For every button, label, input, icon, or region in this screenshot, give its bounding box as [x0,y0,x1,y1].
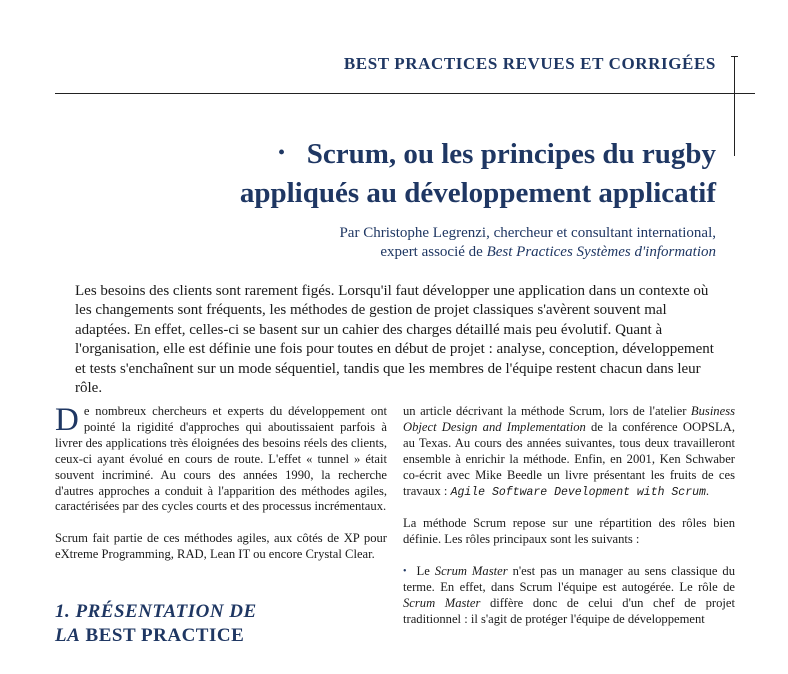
right-p3-role-1: Scrum Master [434,564,508,579]
left-paragraph-2: Scrum fait partie de ces méthodes agiles, aux côtés de XP pour eXtreme Programming, RAD, Lean IT ou encore Crystal Clear. [55,531,387,562]
section-heading [55,600,385,648]
right-p3-role-2: Scrum Master [403,596,481,611]
title-line-1: Scrum, ou les principes du rugby [306,138,716,170]
section-title: BEST PRACTICES REVUES ET CORRIGÉES [343,54,716,73]
title-line-2: appliqués au développement applicatif [239,177,716,209]
right-p1-b: de la conférence OOPSLA, au Texas. Au cours des années suivantes, tous deux travailleront ensemble à enrichir la méthode. Enfin, en 2001, Ken Schwaber co-écrit avec Mike Beedle un livre présentant les fruits de ces travaux : [403,419,735,498]
heading-line-1 [55,600,385,624]
byline-publication: Best Practices Systèmes d'information [486,244,716,260]
title-bullet: • [278,142,285,162]
right-p1-a: un article décrivant la méthode Scrum, lors de l'atelier [403,404,691,418]
right-p3-c: diffère donc de celui d'un chef de projet traditionnel : il s'agit de protéger l'équipe de développement [403,596,735,626]
right-p1-book-title: Agile Software Development with Scrum [450,485,706,499]
right-paragraph-3 [403,564,735,628]
right-p3-a: Le [416,564,435,579]
right-p3-b: n'est pas un manager au sens classique du terme. En effet, dans Scrum l'équipe est autogérée. Le rôle de [403,564,735,595]
heading-line-1-text: 1. PRÉSENTATION DE [55,601,257,622]
left-paragraph-1 [55,404,387,515]
article-title [76,133,716,213]
right-p1-workshop: Business Object Design and Implementation [403,404,735,434]
right-paragraph-2: La méthode Scrum repose sur une répartition des rôles bien définie. Les rôles principaux sont les suivants : [403,516,735,547]
heading-la: LA [55,625,81,646]
list-bullet: • [403,566,407,578]
right-p1-c: . [705,483,710,498]
heading-line-2 [55,624,385,648]
right-paragraph-1 [403,404,735,500]
byline [156,224,716,262]
left-column [55,404,387,563]
drop-cap: D [55,402,79,438]
intro-paragraph: Les besoins des clients sont rarement figés. Lorsqu'il faut développer une application dans un contexte où les changements sont fréquents, les méthodes de gestion de projet classiques s'avèrent souvent mal adaptées. En effet, celles-ci se basent sur un cahier des charges détaillé mais peu évolutif. Quant à l'organisation, elle est définie une fois pour toutes en début de projet : analyse, conception, développement et tests s'enchaînent sur un mode séquentiel, tandis que les membres de l'équipe restent chacun dans leur rôle. [75,283,714,397]
header-rule [55,93,755,94]
byline-line-1: Par Christophe Legrenzi, chercheur et consultant international, [339,225,716,241]
left-paragraph-1-text: e nombreux chercheurs et experts du développement ont pointé la rigidité d'approches qui aboutissaient parfois à livrer des applications très éloignées des besoins réels des clients, ceux-ci ayant évolué en cours de route. L'effet « tunnel » était souvent incriminé. Au cours des années 1990, la recherche d'autres approches a conduit à l'apparition des méthodes agiles, caractérisées par des cycles courts et des processus incrémentaux. [55,404,387,514]
heading-best-practice: BEST PRACTICE [80,625,245,646]
vertical-rule [734,56,735,156]
byline-prefix: expert associé de [380,244,487,260]
right-column [403,404,735,628]
